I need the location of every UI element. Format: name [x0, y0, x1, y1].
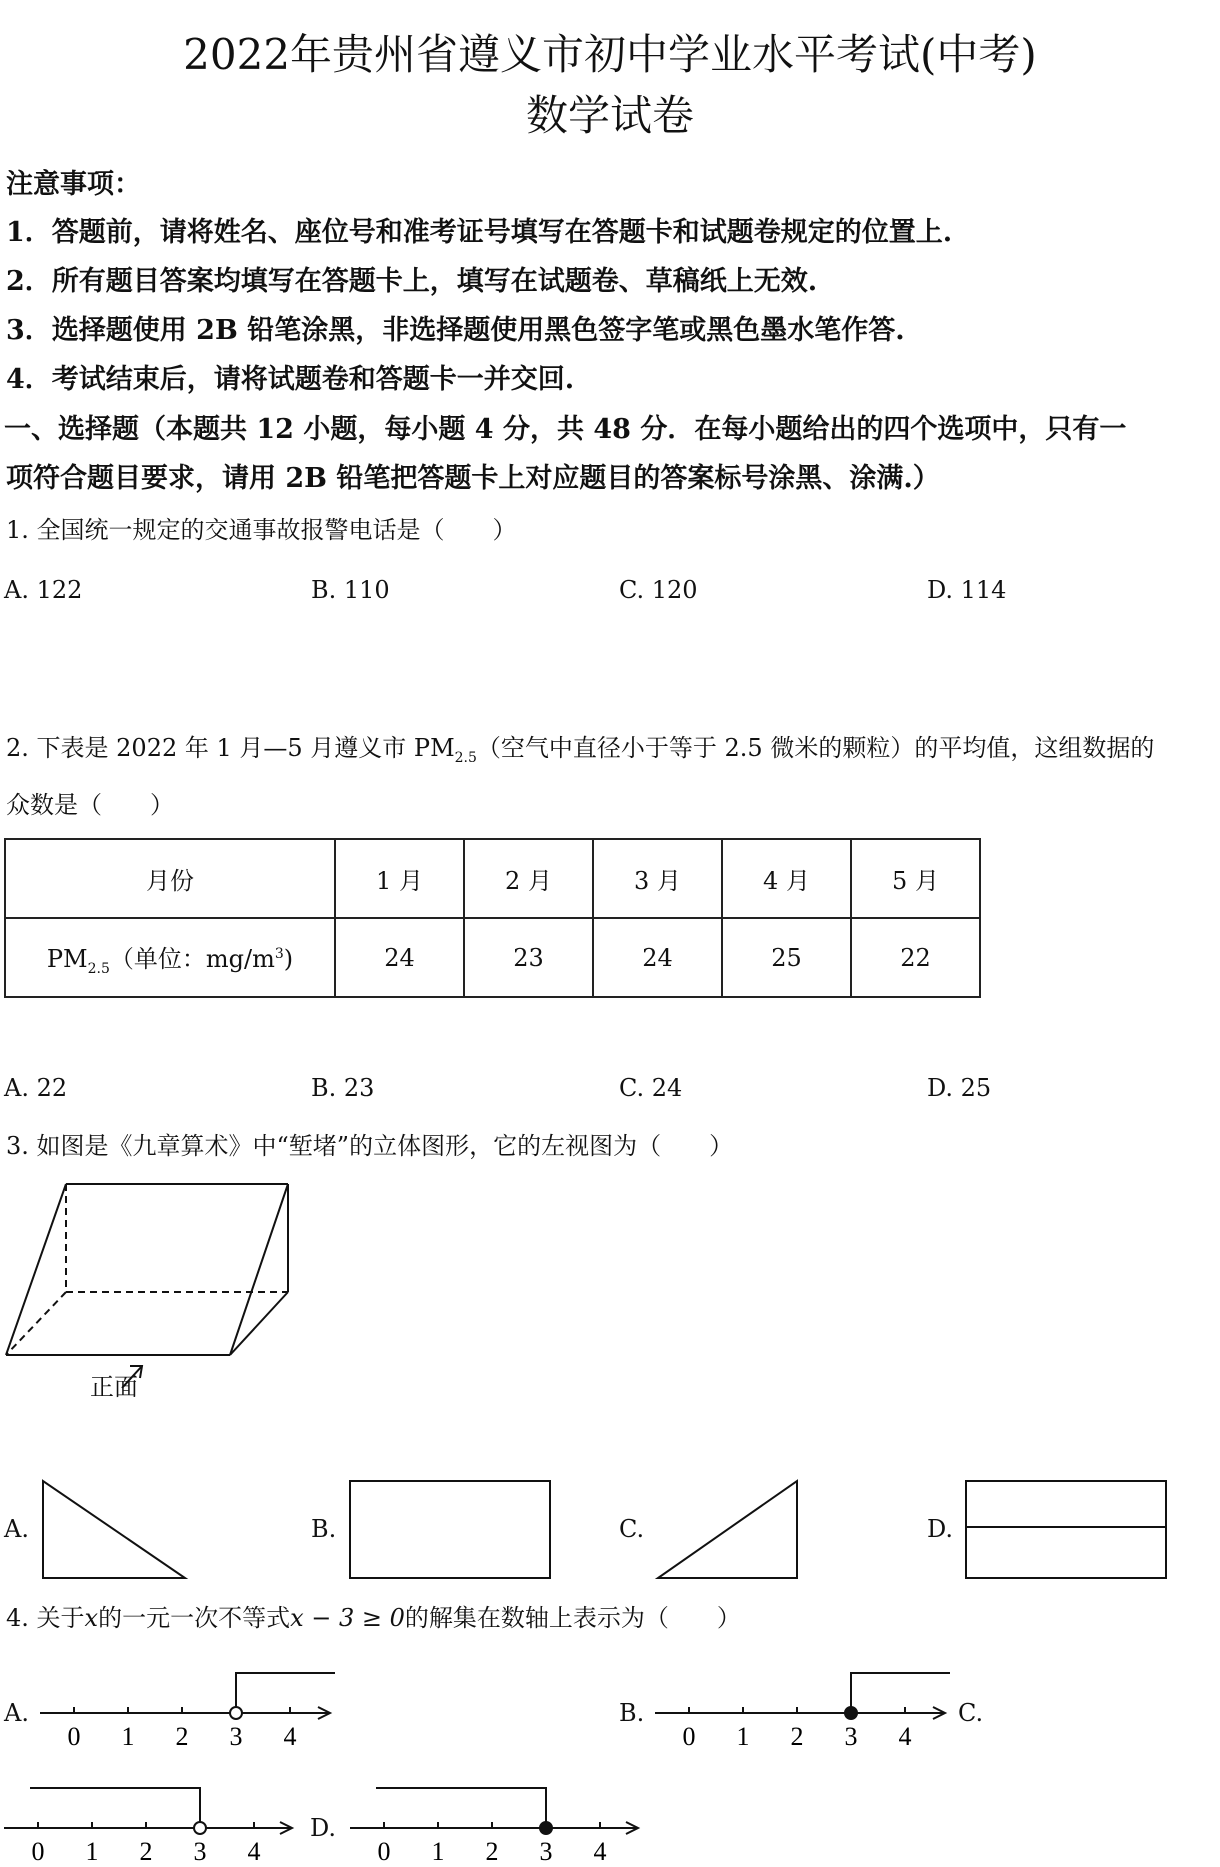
q4-option-c-label[interactable]: C.	[958, 1699, 984, 1727]
tick-label: 2	[485, 1837, 499, 1865]
notice-item: 1．答题前，请将姓名、座位号和准考证号填写在答题卡和试题卷规定的位置上.	[6, 217, 953, 248]
table-row	[5, 839, 980, 918]
question-1-stem: 1. 全国统一规定的交通事故报警电话是（ ）	[6, 516, 517, 544]
table-row	[5, 918, 980, 997]
table-header-cell: 2 月	[464, 839, 593, 918]
q3-option-c-figure[interactable]	[655, 1478, 805, 1582]
tick-label: 4	[247, 1837, 261, 1865]
q3-option-a-label[interactable]: A.	[4, 1515, 29, 1543]
numberline-closed-left	[346, 1770, 646, 1865]
tick-label: 2	[139, 1837, 153, 1865]
table-header-cell: 5 月	[851, 839, 980, 918]
q4-option-d-numberline[interactable]	[346, 1770, 646, 1865]
question-2-stem-line2: 众数是（ ）	[6, 791, 174, 819]
table-header-cell: 月份	[5, 839, 335, 918]
table-cell: 24	[593, 918, 722, 997]
table-row-label-part: （单位：mg/m	[109, 944, 275, 973]
front-label: 正面	[90, 1373, 138, 1401]
tick-label: 4	[593, 1837, 607, 1865]
notice-item: 3．选择题使用 2B 铅笔涂黑，非选择题使用黑色签字笔或黑色墨水笔作答.	[6, 315, 905, 346]
exam-title: 2022年贵州省遵义市初中学业水平考试(中考)	[183, 30, 1037, 79]
tick-label: 0	[31, 1837, 45, 1865]
tick-label: 3	[844, 1722, 858, 1750]
q1-option-a[interactable]: A. 122	[4, 576, 83, 604]
tick-label: 3	[229, 1722, 243, 1750]
table-row-label	[5, 918, 335, 997]
q2-stem-part: 2. 下表是 2022 年 1 月—5 月遵义市 PM	[6, 734, 455, 762]
q4-stem-part: 的解集在数轴上表示为（ ）	[404, 1604, 741, 1632]
tick-label: 1	[121, 1722, 135, 1750]
numberline-closed-right	[645, 1655, 955, 1750]
tick-label: 4	[283, 1722, 297, 1750]
q3-option-b-label[interactable]: B.	[311, 1515, 337, 1543]
prism-figure	[0, 1180, 300, 1410]
table-header-cell: 4 月	[722, 839, 851, 918]
exam-subtitle: 数学试卷	[525, 91, 694, 140]
q3-option-b-figure[interactable]	[347, 1478, 553, 1582]
q3-option-d-label[interactable]: D.	[927, 1515, 954, 1543]
q3-option-a-figure[interactable]	[40, 1478, 190, 1582]
tick-label: 2	[790, 1722, 804, 1750]
table-row-label-sub: 2.5	[87, 960, 110, 977]
table-cell: 22	[851, 918, 980, 997]
question-3-stem: 3. 如图是《九章算术》中“堑堵”的立体图形，它的左视图为（ ）	[6, 1132, 734, 1160]
notice-item: 4．考试结束后，请将试题卷和答题卡一并交回.	[6, 364, 575, 395]
tick-label: 0	[682, 1722, 696, 1750]
rectangle-view	[347, 1478, 553, 1582]
table-row-label-part: )	[283, 944, 294, 973]
triangle-right-view	[655, 1478, 805, 1582]
table-header-cell: 1 月	[335, 839, 464, 918]
question-4-stem	[6, 1603, 741, 1633]
q2-option-d[interactable]: D. 25	[927, 1074, 992, 1102]
tick-label: 3	[193, 1837, 207, 1865]
q1-option-b[interactable]: B. 110	[311, 576, 390, 604]
tick-label: 3	[539, 1837, 553, 1865]
tick-label: 0	[67, 1722, 81, 1750]
section-heading: 一、选择题（本题共 12 小题，每小题 4 分，共 48 分．在每小题给出的四个选项中，只有一	[4, 414, 1127, 445]
q1-option-c[interactable]: C. 120	[619, 576, 698, 604]
triangle-left-view	[40, 1478, 190, 1582]
table-header-cell: 3 月	[593, 839, 722, 918]
prism-drawing	[0, 1180, 300, 1410]
tick-label: 1	[85, 1837, 99, 1865]
notice-item: 2．所有题目答案均填写在答题卡上，填写在试题卷、草稿纸上无效.	[6, 266, 818, 297]
q2-pm-subscript: 2.5	[454, 749, 477, 766]
tick-label: 0	[377, 1837, 391, 1865]
table-row-label-sup: 3	[274, 945, 284, 962]
q4-option-b-label[interactable]: B.	[619, 1699, 645, 1727]
table-cell: 25	[722, 918, 851, 997]
numberline-open-left	[0, 1770, 300, 1865]
q4-option-d-label[interactable]: D.	[310, 1814, 337, 1842]
pm-table	[4, 838, 981, 998]
q4-inequality: x − 3 ≥ 0	[290, 1604, 405, 1632]
tick-label: 1	[736, 1722, 750, 1750]
tick-label: 2	[175, 1722, 189, 1750]
numberline-open-right	[30, 1655, 340, 1750]
question-2-stem	[6, 733, 1154, 773]
split-rectangle-view	[963, 1478, 1169, 1582]
tick-label: 4	[898, 1722, 912, 1750]
notice-heading: 注意事项：	[6, 169, 141, 200]
q2-option-c[interactable]: C. 24	[619, 1074, 683, 1102]
section-heading-line2: 项符合题目要求，请用 2B 铅笔把答题卡上对应题目的答案标号涂黑、涂满.）	[6, 463, 940, 494]
table-cell: 23	[464, 918, 593, 997]
q2-option-b[interactable]: B. 23	[311, 1074, 375, 1102]
q4-stem-part: 4. 关于	[6, 1604, 85, 1632]
q4-variable: x	[84, 1604, 99, 1632]
q4-option-a-label[interactable]: A.	[4, 1699, 29, 1727]
q1-option-d[interactable]: D. 114	[927, 576, 1007, 604]
q4-option-c-numberline[interactable]	[0, 1770, 300, 1865]
q4-option-a-numberline[interactable]	[30, 1655, 340, 1750]
q2-option-a[interactable]: A. 22	[4, 1074, 68, 1102]
q3-option-d-figure[interactable]	[963, 1478, 1169, 1582]
q4-stem-part: 的一元一次不等式	[98, 1604, 291, 1632]
table-row-label-part: PM	[46, 944, 88, 973]
table-cell: 24	[335, 918, 464, 997]
tick-label: 1	[431, 1837, 445, 1865]
q3-option-c-label[interactable]: C.	[619, 1515, 645, 1543]
q2-stem-part: （空气中直径小于等于 2.5 微米的颗粒）的平均值，这组数据的	[476, 734, 1155, 762]
q4-option-b-numberline[interactable]	[645, 1655, 955, 1750]
